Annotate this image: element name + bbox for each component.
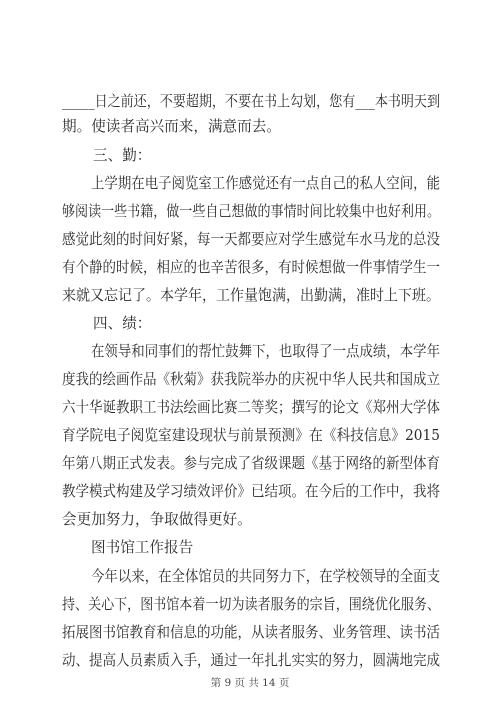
section-heading: 三、勤： — [93, 147, 152, 164]
page-footer: 第 9 页 共 14 页 — [210, 677, 290, 689]
text-line: 育学院电子阅览室建设现状与前景预测》在《科技信息》2015 — [62, 427, 440, 444]
text-line: 拓展图书馆教育和信息的功能，从读者服务、业务管理、读书活 — [62, 624, 440, 641]
text-line: 在领导和同事们的帮忙鼓舞下，也取得了一点成绩，本学年 — [91, 343, 440, 360]
text-line: 感觉此刻的时间好紧，每一天都要应对学生感觉车水马龙的总没 — [62, 231, 440, 248]
text-line: 六十华诞教职工书法绘画比赛二等奖；撰写的论文《郑州大学体 — [62, 399, 440, 416]
text-line: _____日之前还，不要超期，不要在书上勾划，您有___本书明天到 — [62, 93, 440, 110]
text-line: 够阅读一些书籍，做一些自己想做的事情时间比较集中也好利用。 — [62, 203, 440, 220]
text-line: 年第八期正式发表。参与完成了省级课题《基于网络的新型体育 — [62, 455, 440, 472]
section-title: 图书馆工作报告 — [91, 539, 194, 556]
text-line: 动、提高人员素质入手，通过一年扎扎实实的努力，圆满地完成 — [62, 652, 440, 669]
text-line: 来就又忘记了。本学年，工作量饱满，出勤满，准时上下班。 — [62, 287, 440, 304]
section-heading: 四、绩： — [93, 315, 152, 332]
text-line: 今年以来，在全体馆员的共同努力下，在学校领导的全面支 — [91, 568, 440, 585]
text-line: 上学期在电子阅览室工作感觉还有一点自己的私人空间，能 — [91, 175, 440, 192]
text-line: 会更加努力，争取做得更好。 — [62, 511, 252, 528]
text-line: 持、关心下，图书馆本着一切为读者服务的宗旨，围绕优化服务、 — [62, 596, 440, 613]
text-line: 有个静的时候，相应的也辛苦很多，有时候想做一件事情学生一 — [62, 259, 440, 276]
text-line: 度我的绘画作品《秋菊》获我院举办的庆祝中华人民共和国成立 — [62, 371, 440, 388]
text-line: 期。使读者高兴而来，满意而去。 — [62, 118, 281, 135]
text-line: 教学模式构建及学习绩效评价》已结项。在今后的工作中，我将 — [62, 483, 440, 500]
